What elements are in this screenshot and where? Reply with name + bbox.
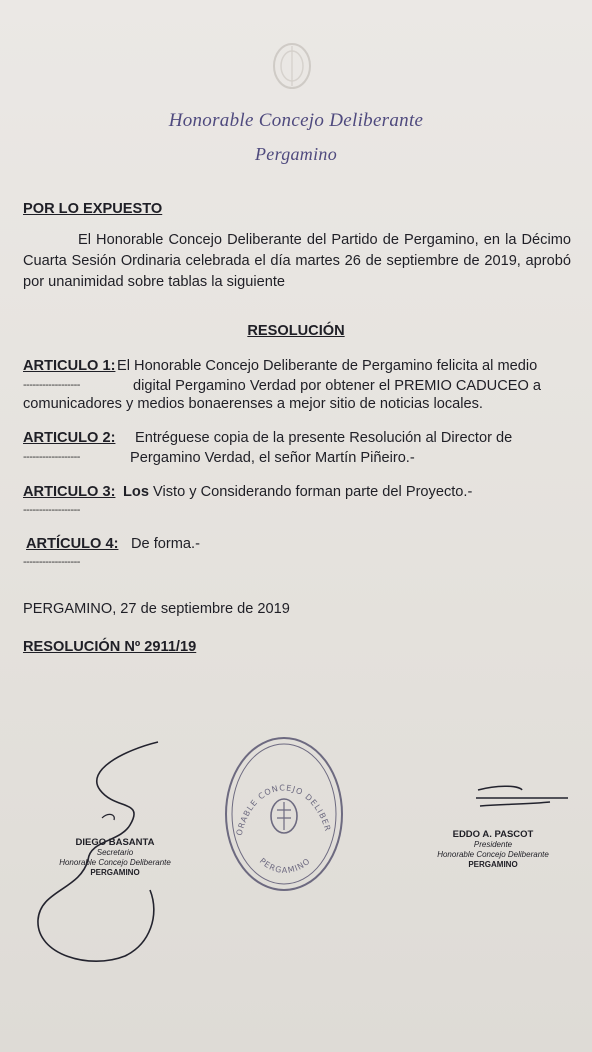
article-3-dashes: ------------------ [23, 504, 80, 516]
president-name: EDDO A. PASCOT [452, 829, 534, 840]
president-signature-icon [470, 782, 570, 812]
president-role: Presidente [473, 840, 513, 849]
official-seal-icon [218, 727, 346, 894]
embossed-crest-icon [268, 40, 316, 92]
svg-text:PERGAMINO [258, 856, 312, 875]
president-org: Honorable Concejo Deliberante [437, 850, 549, 859]
secretary-place: PERGAMINO [90, 868, 140, 877]
intro-paragraph: El Honorable Concejo Deliberante del Partido de Pergamino, en la Décimo Cuarta Sesión Ordinaria celebrada el día martes 26 de septiembre de 2019, aprobó por unanimidad sobre tablas la siguiente [23, 232, 571, 290]
intro-heading: POR LO EXPUESTO [23, 201, 163, 217]
seal-bottom-text: PERGAMINO [257, 856, 313, 875]
article-3-text: Visto y Considerando forman parte del Proyecto.- [153, 484, 473, 500]
article-4-text: De forma.- [131, 536, 200, 552]
president-block [418, 830, 568, 870]
secretary-org: Honorable Concejo Deliberante [59, 858, 171, 867]
article-1-line1: El Honorable Concejo Deliberante de Pergamino felicita al medio [117, 358, 538, 374]
article-4-label: ARTÍCULO 4: [26, 536, 119, 552]
secretary-role: Secretario [96, 848, 134, 857]
article-2-line2: Pergamino Verdad, el señor Martín Piñeiro.- [130, 450, 415, 466]
article-1-line3: comunicadores y medios bonaerenses a mejor sitio de noticias locales. [23, 396, 483, 412]
seal-top-text: HONORABLE CONCEJO DELIBERANTE [218, 727, 333, 837]
president-place: PERGAMINO [468, 860, 518, 869]
article-1-dashes: ------------------ [23, 379, 80, 391]
article-2-dashes: ------------------ [23, 451, 80, 463]
resolution-title: RESOLUCIÓN [247, 323, 345, 339]
letterhead-subtitle: Pergamino [254, 144, 338, 164]
resolution-number: RESOLUCIÓN Nº 2911/19 [23, 639, 197, 655]
secretary-name: DIEGO BASANTA [75, 837, 155, 848]
letterhead-title: Honorable Concejo Deliberante [168, 110, 424, 131]
article-2-line1: Entréguese copia de la presente Resolución al Director de [135, 430, 513, 446]
svg-text:HONORABLE CONCEJO DELIBERANTE [218, 727, 332, 836]
article-1-label: ARTICULO 1: [23, 358, 116, 374]
article-1-line2: digital Pergamino Verdad por obtener el PREMIO CADUCEO a [133, 378, 542, 394]
date-line: PERGAMINO, 27 de septiembre de 2019 [23, 601, 290, 617]
article-3-lead: Los [123, 484, 149, 500]
article-3-label: ARTICULO 3: [23, 484, 116, 500]
article-2-label: ARTICULO 2: [23, 430, 116, 446]
secretary-block [40, 838, 190, 878]
article-4-dashes: ------------------ [23, 556, 80, 568]
